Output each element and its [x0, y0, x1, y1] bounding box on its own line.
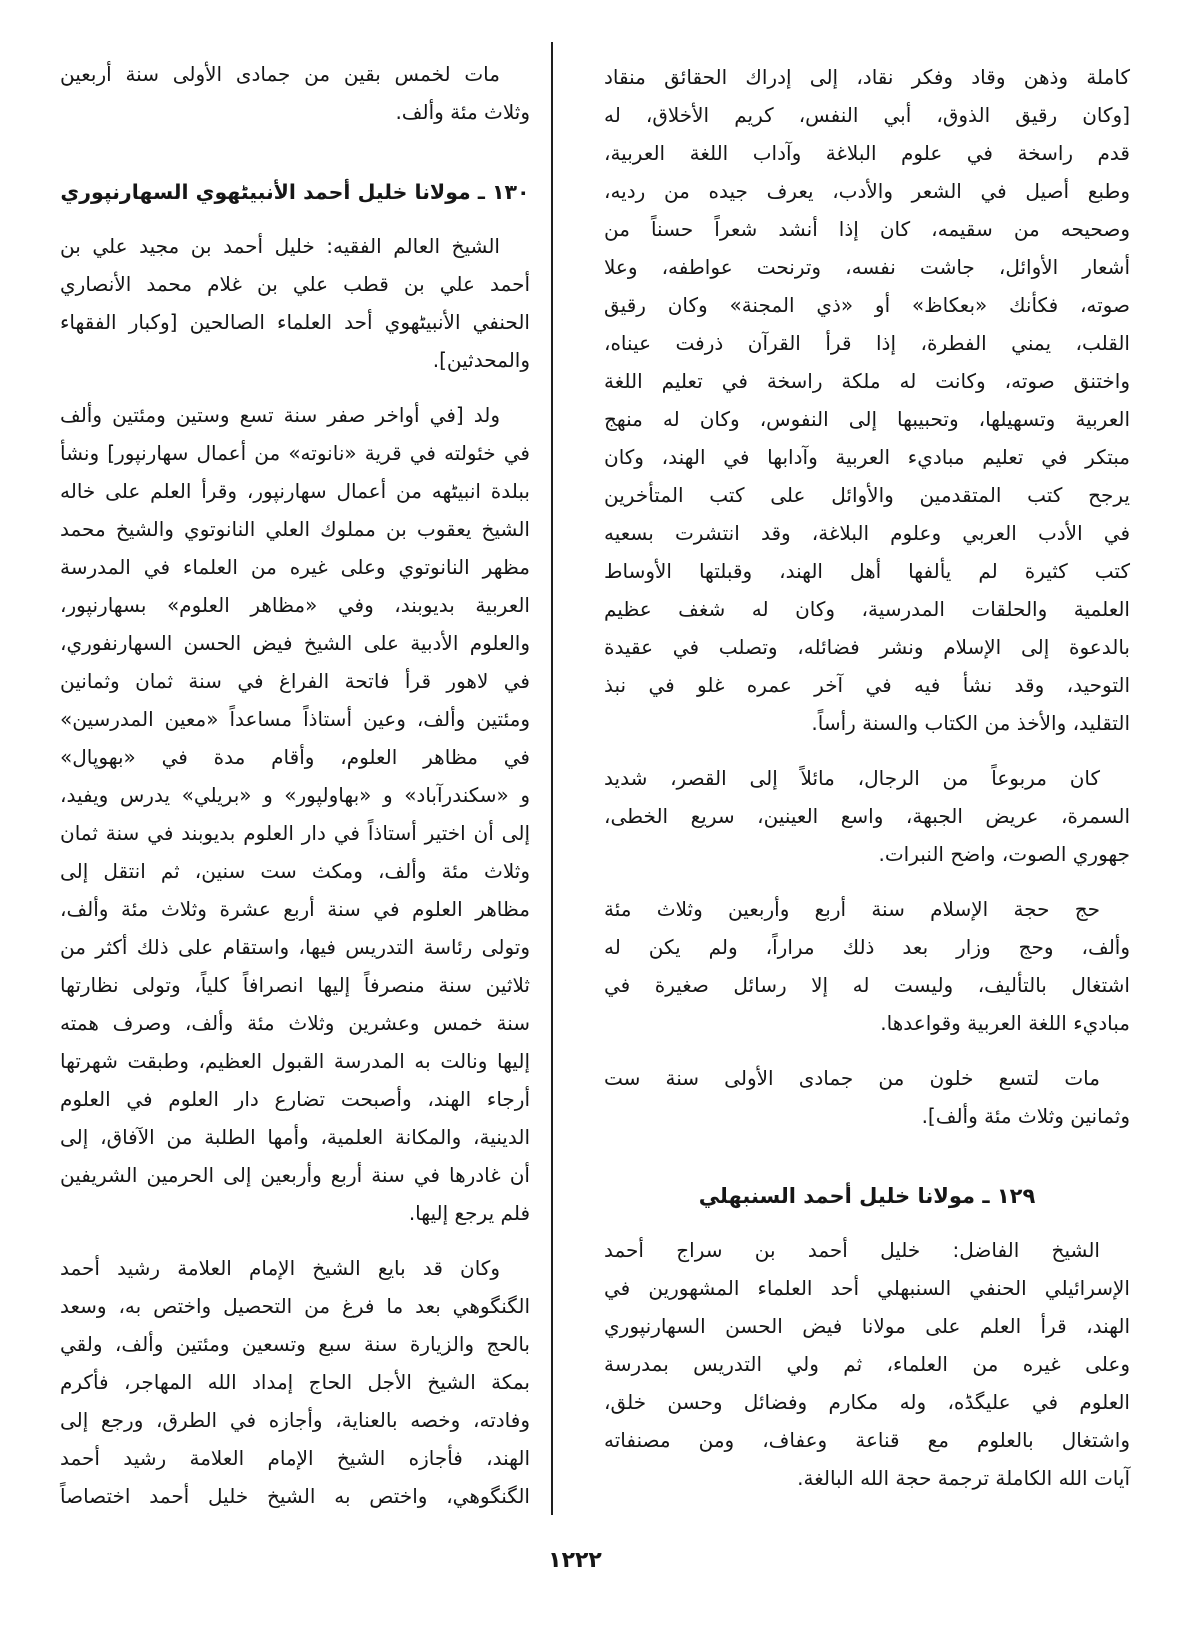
paragraph — [60, 1249, 530, 1515]
text-line: مظاهر العلوم في سنة أربع عشرة وثلاث مئة وألف، — [60, 897, 530, 921]
text-line: التوحيد، وقد نشأ فيه في آخر عمره غلو في نبذ — [604, 673, 1130, 697]
text-line: مبتكر في تعليم مباديء العربية وآدابها في الهند، وكان — [604, 445, 1130, 469]
paragraph — [60, 396, 530, 1232]
text-line: وطبع أصيل في الشعر والأدب، يعرف جيده من رديه، — [604, 179, 1130, 203]
text-line: السمرة، عريض الجبهة، واسع العينين، سريع الخطى، — [604, 804, 1130, 828]
text-line: وثلاث مئة وألف، ومكث ست سنين، ثم انتقل إلى — [60, 859, 530, 883]
text-line: مظهر النانوتوي وعلى غيره من العلماء في المدرسة — [60, 555, 530, 579]
text-line: بالحج والزيارة سنة سبع وتسعين ومئتين وألف، ولقي — [60, 1332, 530, 1356]
entry-heading: ١٢٩ ـ مولانا خليل أحمد السنبهلي — [698, 1184, 1036, 1208]
entry-heading: ١٣٠ ـ مولانا خليل أحمد الأنبيٹهوي السهارنپوري — [60, 180, 530, 204]
column-divider — [551, 42, 553, 1515]
text-line: واشتغال بالعلوم مع قناعة وعفاف، ومن مصنفاته — [604, 1428, 1130, 1452]
paragraph — [60, 55, 530, 131]
text-line: وكان قد بايع الشيخ الإمام العلامة رشيد أحمد — [60, 1256, 500, 1280]
text-line: الهند، فأجازه الشيخ الإمام العلامة رشيد أحمد — [60, 1446, 530, 1470]
text-line: في الأدب العربي وعلوم البلاغة، وقد انتشرت بسعيه — [604, 521, 1130, 545]
text-line: [وكان رقيق الذوق، أبي النفس، كريم الأخلاق، له — [604, 103, 1130, 127]
text-line: وصحيحه من سقيمه، كان إذا أنشد شعراً حسناً من — [604, 217, 1130, 241]
text-line: إليها ونالت به المدرسة القبول العظيم، وطبقت شهرتها — [60, 1049, 530, 1073]
paragraph — [60, 227, 530, 379]
text-line: الحنفي الأنبيٹهوي أحد العلماء الصالحين [وكبار الفقهاء — [60, 310, 530, 334]
text-line: الشيخ يعقوب بن مملوك العلي النانوتوي والشيخ محمد — [60, 517, 530, 541]
paragraph — [604, 759, 1130, 873]
text-line: والعلوم الأدبية على الشيخ فيض الحسن السهارنفوري، — [60, 631, 530, 655]
text-line: العربية بديوبند، وفي «مظاهر العلوم» بسهارنپور، — [60, 593, 530, 617]
text-line: كاملة وذهن وقاد وفكر نقاد، إلى إدراك الحقائق منقاد — [604, 65, 1130, 89]
text-line: ومئتين وألف، وعين أستاذاً مساعداً «معين المدرسين» — [60, 707, 530, 731]
text-line: الگنگوهي بعد ما فرغ من التحصيل واختص به، وسعد — [60, 1294, 530, 1318]
text-line: يرجح كتب المتقدمين والأوائل على كتب المتأخرين — [604, 483, 1130, 507]
text-line: بمكة الشيخ الأجل الحاج إمداد الله المهاجر، فأكرم — [60, 1370, 530, 1394]
text-line: كان مربوعاً من الرجال، مائلاً إلى القصر، شديد — [604, 766, 1100, 790]
text-line: أحمد علي بن قطب علي بن غلام محمد الأنصاري — [60, 272, 530, 296]
text-line: كتب كثيرة لم يألفها أهل الهند، وقبلتها الأوساط — [604, 559, 1130, 583]
text-line: في خئولته في قرية «نانوته» من أعمال سهارنپور] ونشأ — [60, 441, 530, 465]
text-line: وفادته، وخصه بالعناية، وأجازه في الطرق، ورجع إلى — [60, 1408, 530, 1432]
text-line: الهند، قرأ العلم على مولانا فيض الحسن السهارنپوري — [604, 1314, 1130, 1338]
text-line: الگنگوهي، واختص به الشيخ خليل أحمد اختصاصاً — [60, 1484, 530, 1508]
text-line: وعلى غيره من العلماء، ثم ولي التدريس بمدرسة — [604, 1352, 1130, 1376]
text-line: في لاهور قرأ فاتحة الفراغ في سنة ثمان وثمانين — [60, 669, 530, 693]
text-line: آيات الله الكاملة ترجمة حجة الله البالغة. — [797, 1466, 1130, 1490]
text-line: أشعار الأوائل، جاشت نفسه، وترنحت عواطفه، وعلا — [604, 255, 1130, 279]
text-line: أرجاء الهند، وأصبحت تضارع دار العلوم في العلوم — [60, 1087, 530, 1111]
text-line: مباديء اللغة العربية وقواعدها. — [880, 1011, 1130, 1035]
text-line: الشيخ العالم الفقيه: خليل أحمد بن مجيد علي بن — [60, 234, 500, 258]
text-line: ولد [في أواخر صفر سنة تسع وستين ومئتين وألف — [60, 403, 500, 427]
text-line: حج حجة الإسلام سنة أربع وأربعين وثلاث مئة — [604, 897, 1100, 921]
text-line: العلمية والحلقات المدرسية، وكان له شغف عظيم — [604, 597, 1130, 621]
text-line: العربية وتسهيلها، وتحبيبها إلى النفوس، وكان له منهج — [604, 407, 1130, 431]
text-line: مات لخمس بقين من جمادى الأولى سنة أربعين — [60, 62, 500, 86]
text-line: الإسرائيلي الحنفي السنبهلي أحد العلماء المشهورين في — [604, 1276, 1130, 1300]
text-line: واختنق صوته، وكانت له ملكة راسخة في تعليم اللغة — [604, 369, 1130, 393]
text-line: ثلاثين سنة منصرفاً إليها انصرافاً كلياً، وتولى نظارتها — [60, 973, 530, 997]
paragraph — [604, 890, 1130, 1042]
page-number: ١٢٢٢ — [548, 1548, 602, 1573]
text-line: بالدعوة إلى الإسلام ونشر فضائله، وتصلب في عقيدة — [604, 635, 1130, 659]
paragraph — [604, 58, 1130, 742]
text-line: وثمانين وثلاث مئة وألف]. — [921, 1104, 1130, 1128]
text-line: وتولى رئاسة التدريس فيها، واستقام على ذلك أكثر من — [60, 935, 530, 959]
text-line: القلب، يمني الفطرة، إذا قرأ القرآن ذرفت عيناه، — [604, 331, 1130, 355]
text-line: ببلدة انبيٹهه من أعمال سهارنپور، وقرأ العلم على خاله — [60, 479, 530, 503]
text-line: قدم راسخة في علوم البلاغة وآداب اللغة العربية، — [604, 141, 1130, 165]
text-line: إلى أن اختير أستاذاً في دار العلوم بديوبند في سنة ثمان — [60, 821, 530, 845]
text-line: الدينية، والمكانة العلمية، وأمها الطلبة من الآفاق، إلى — [60, 1125, 530, 1149]
text-line: فلم يرجع إليها. — [408, 1201, 530, 1225]
text-line: اشتغال بالتأليف، وليست له إلا رسائل صغيرة في — [604, 973, 1130, 997]
text-line: و «سكندرآباد» و «بهاولپور» و «بريلي» يدرس ويفيد، — [60, 783, 530, 807]
paragraph — [604, 1231, 1130, 1497]
right-column — [604, 58, 1130, 1497]
paragraph — [604, 1059, 1130, 1135]
text-line: والمحدثين]. — [432, 348, 530, 372]
text-line: التقليد، والأخذ من الكتاب والسنة رأساً. — [811, 711, 1130, 735]
left-column — [60, 55, 530, 1515]
text-line: وثلاث مئة وألف. — [395, 100, 530, 124]
text-line: العلوم في عليگڈه، وله مكارم وفضائل وحسن خلق، — [604, 1390, 1130, 1414]
text-line: وألف، وحج وزار بعد ذلك مراراً، ولم يكن له — [604, 935, 1130, 959]
text-line: أن غادرها في سنة أربع وأربعين إلى الحرمين الشريفين — [60, 1163, 530, 1187]
text-line: جهوري الصوت، واضح النبرات. — [878, 842, 1130, 866]
text-line: مات لتسع خلون من جمادى الأولى سنة ست — [604, 1066, 1100, 1090]
text-line: في مظاهر العلوم، وأقام مدة في «بهوپال» — [60, 745, 530, 769]
text-line: سنة خمس وعشرين وثلاث مئة وألف، وصرف همته — [60, 1011, 530, 1035]
text-line: صوته، فكأنك «بعكاظ» أو «ذي المجنة» وكان رقيق — [604, 293, 1130, 317]
text-line: الشيخ الفاضل: خليل أحمد بن سراج أحمد — [604, 1238, 1100, 1262]
